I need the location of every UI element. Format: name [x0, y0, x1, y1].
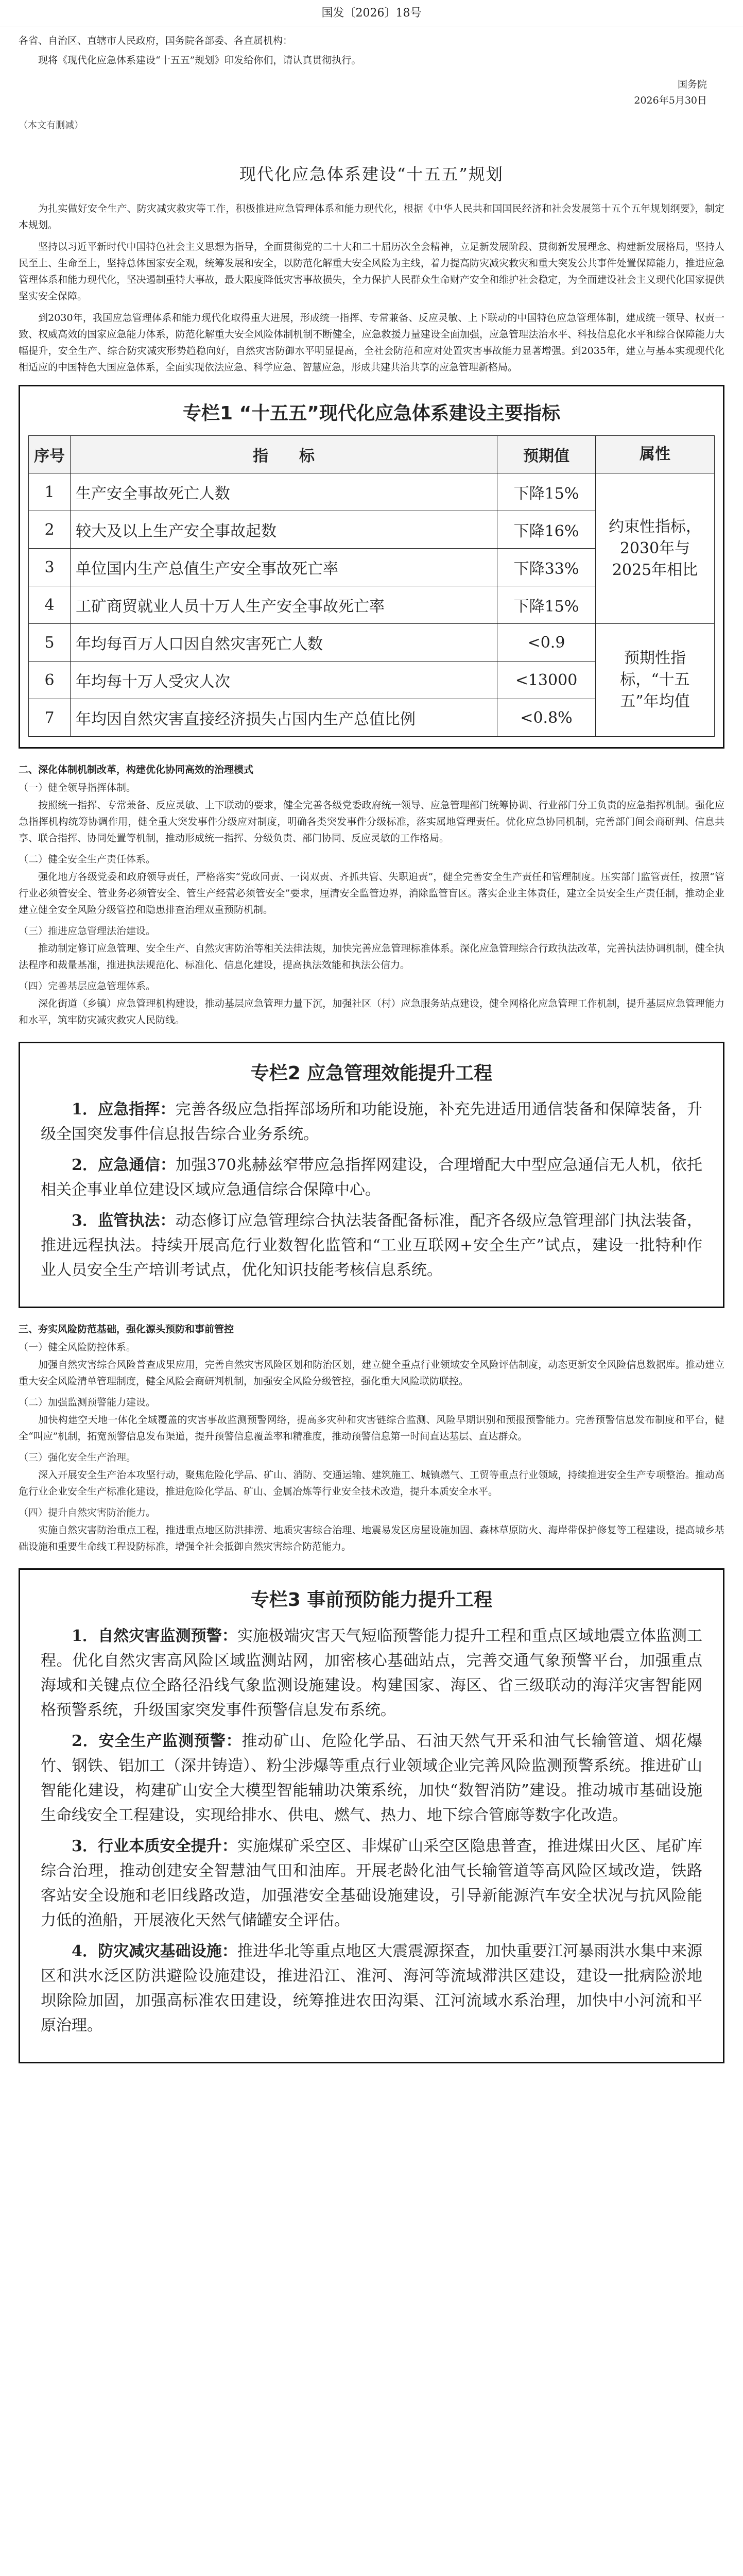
preface-paragraph: 到2030年，我国应急管理体系和能力现代化取得重大进展，形成统一指挥、专常兼备、反应灵敏、上下联动的中国特色应急管理体制，建成统一领导、权责一致、权威高效的国家应急能力体系，防范化解重大安全风险体制机制不断健全，应急救援力量建设全面加强，应急管理法治水平、科技信息化水平和综合保障能力大幅提升，安全生产、综合防灾减灾形势趋稳向好，自然灾害防御水平明显提高，全社会防范和应对处置灾害事故能力显著增强。到2035年，建立与基本实现现代化相适应的中国特色大国应急体系，全面实现依法应急、科学应急、智慧应急，形成共建共治共享的应急管理新格局。 [19, 312, 724, 373]
box-item-lead: 4．防灾减灾基础设施： [72, 1942, 238, 1960]
row-target: 下降33% [497, 549, 596, 586]
preface-paragraph: 坚持以习近平新时代中国特色社会主义思想为指导，全面贯彻党的二十大和二十届历次全会精神，立足新发展阶段、贯彻新发展理念、构建新发展格局，坚持人民至上、生命至上，坚持总体国家安全观，统筹发展和安全，以防范化解重大安全风险为主线，着力提高防灾减灾救灾和重大突发公共事件处置保障能力，推进应急管理体系和能力现代化，坚决遏制重特大事故，最大限度降低灾害事故损失，全力保护人民群众生命财产安全和维护社会稳定，为全面建设社会主义现代化国家提供坚实安全保障。 [19, 241, 724, 302]
body-paragraph: 强化地方各级党委和政府领导责任，严格落实“党政同责、一岗双责、齐抓共管、失职追责”，健全完善安全生产责任和管理制度。压实部门监管责任，按照“管行业必须管安全、管业务必须管安全、管生产经营必须管安全”要求，厘清安全监管边界，消除监管盲区。落实企业主体责任，建立全员安全生产责任制，推动企业建立健全安全风险分级管控和隐患排查治理双重预防机制。 [19, 871, 724, 916]
row-target: 下降15% [497, 586, 596, 624]
recipients: 各省、自治区、直辖市人民政府，国务院各部委、各直属机构： [19, 35, 293, 46]
box-item-text: 动态修订应急管理综合执法装备配备标准，配齐各级应急管理部门执法装备，推进远程执法。持续开展高危行业数智化监管和“工业互联网+安全生产”试点，建设一批特种作业人员安全生产培训考试点，优化知识技能考核信息系统。 [41, 1212, 703, 1279]
box-item-text: 加强370兆赫兹窄带应急指挥网建设，合理增配大中型应急通信无人机，依托相关企事业单位建设区域应急通信综合保障中心。 [41, 1156, 702, 1199]
preface-section [0, 200, 743, 376]
box-item [41, 1729, 702, 1828]
forward-notice: 现将《现代化应急体系建设“十五五”规划》印发给你们，请认真贯彻执行。 [38, 55, 361, 66]
header-no: 序号 [29, 436, 71, 473]
row-indicator: 较大及以上生产安全事故起数 [71, 511, 497, 549]
table-header-row [29, 436, 715, 473]
box-item-text: 完善各级应急指挥部场所和功能设施，补充先进适用通信装备和保障装备，升级全国突发事件信息报告综合业务系统。 [41, 1100, 703, 1143]
row-indicator: 年均每百万人口因自然灾害死亡人数 [71, 624, 497, 662]
section-risk-prevention [0, 1321, 743, 1555]
row-attribute-expected: 预期性指标，“十五五”年均值 [596, 624, 715, 737]
row-no: 3 [29, 549, 71, 586]
body-paragraph: 深入开展安全生产治本攻坚行动，聚焦危险化学品、矿山、消防、交通运输、建筑施工、城镇燃气、工贸等重点行业领域，持续推进安全生产专项整治。推动高危行业企业安全生产标准化建设，推进危险化学品、矿山、金属冶炼等行业安全技术改造，提升本质安全水平。 [19, 1469, 724, 1497]
body-paragraph: 按照统一指挥、专常兼备、反应灵敏、上下联动的要求，健全完善各级党委政府统一领导、应急管理部门统筹协调、行业部门分工负责的应急指挥机制。强化应急指挥机构统筹协调作用，健全重大突发事件分级应对制度，明确各类突发事件分级标准，落实属地管理责任。优化应急协同机制，完善部门间会商研判、信息共享、联合指挥、协同处置等机制，推动形成统一指挥、分级负责、部门协同、反应灵敏的工作格局。 [19, 800, 724, 844]
box-item-lead: 3．行业本质安全提升： [72, 1837, 238, 1855]
row-indicator: 年均每十万人受灾人次 [71, 662, 497, 699]
column-box-prevention [19, 1568, 724, 2063]
header-attribute: 属性 [596, 436, 715, 473]
row-target: 下降16% [497, 511, 596, 549]
row-no: 1 [29, 473, 71, 511]
header-target: 预期值 [497, 436, 596, 473]
table-row [29, 473, 715, 511]
table-row [29, 624, 715, 662]
row-no: 4 [29, 586, 71, 624]
box-item [41, 1939, 702, 2038]
header-indicator: 指 标 [71, 436, 497, 473]
row-no: 2 [29, 511, 71, 549]
body-paragraph: 实施自然灾害防治重点工程，推进重点地区防洪排涝、地质灾害综合治理、地震易发区房屋设施加固、森林草原防火、海岸带保护修复等工程建设，提高城乡基础设施和重要生命线工程设防标准，增强全社会抵御自然灾害综合防范能力。 [19, 1524, 724, 1552]
box-item-text: 推进华北等重点地区大震震源探查，加快重要江河暴雨洪水集中来源区和洪水泛区防洪避险设施建设，推进沿江、淮河、海河等流域滞洪区建设，建设一批病险淤地坝除险加固，加强高标准农田建设，统筹推进农田沟渠、江河流域水系治理，加快中小河流和平原治理。 [41, 1942, 703, 2035]
subsection-heading: （一）健全风险防控体系。 [19, 1342, 136, 1353]
box-title: 专栏1 “十五五”现代化应急体系建设主要指标 [183, 403, 560, 424]
row-target: <13000 [497, 662, 596, 699]
row-indicator: 单位国内生产总值生产安全事故死亡率 [71, 549, 497, 586]
row-indicator: 生产安全事故死亡人数 [71, 473, 497, 511]
body-paragraph: 加强自然灾害综合风险普查成果应用，完善自然灾害风险区划和防治区划，建立健全重点行业领域安全风险评估制度，动态更新安全风险信息数据库。推动建立重大安全风险清单管理制度，健全风险会商研判机制，加强安全风险分级管控，强化重大风险联防联控。 [19, 1359, 724, 1387]
subsection-heading: （一）健全领导指挥体制。 [19, 782, 136, 793]
box-item-text: 推动矿山、危险化学品、石油天然气开采和油气长输管道、烟花爆竹、钢铁、铝加工（深井铸造）、粉尘涉爆等重点行业领域企业完善风险监测预警系统。推进矿山智能化建设，构建矿山安全大模型智能辅助决策系统，加快“数智消防”建设。推动城市基础设施生命线安全工程建设，实现给排水、供电、燃气、热力、地下综合管廊等数字化改造。 [41, 1732, 702, 1824]
subsection-heading: （四）提升自然灾害防治能力。 [19, 1507, 156, 1518]
box-item-text: 实施极端灾害天气短临预警能力提升工程和重点区域地震立体监测工程。优化自然灾害高风险区域监测站网，加密核心基础站点，完善交通气象预警平台，加强重点海域和关键点位全路径沿线气象监测设施建设。构建国家、海区、省三级联动的海洋灾害智能网格预警系统，升级国家突发事件预警信息发布系统。 [41, 1627, 703, 1719]
box-item-lead: 1．应急指挥： [72, 1100, 176, 1118]
box-item-text: 实施煤矿采空区、非煤矿山采空区隐患普查，推进煤田火区、尾矿库综合治理，推动创建安全智慧油气田和油库。开展老龄化油气长输管道等高风险区域改造，铁路客站安全设施和老旧线路改造，加强港安全基础设施建设，引导新能源汽车安全状况与抗风险能力低的渔船，开展液化天然气储罐安全评估。 [41, 1837, 703, 1929]
row-indicator: 年均因自然灾害直接经济损失占国内生产总值比例 [71, 699, 497, 737]
preface-paragraph: 为扎实做好安全生产、防灾减灾救灾等工作，积极推进应急管理体系和能力现代化，根据《中华人民共和国国民经济和社会发展第十五个五年规划纲要》，制定本规划。 [19, 203, 724, 231]
abridged-note: （本文有删减） [19, 120, 83, 131]
row-target: <0.9 [497, 624, 596, 662]
subsection-heading: （三）强化安全生产治理。 [19, 1452, 136, 1463]
row-no: 5 [29, 624, 71, 662]
box-item [41, 1209, 702, 1283]
row-no: 6 [29, 662, 71, 699]
issue-date: 2026年5月30日 [634, 95, 707, 106]
document-header [0, 32, 743, 69]
subsection-heading: （三）推进应急管理法治建设。 [19, 925, 156, 937]
row-target: <0.8% [497, 699, 596, 737]
section-heading: 二、深化体制机制改革，构建优化协同高效的治理模式 [19, 764, 254, 775]
box-item-lead: 3．监管执法： [72, 1212, 176, 1230]
box-item [41, 1834, 702, 1933]
section-institutional-reform [0, 762, 743, 1028]
row-no: 7 [29, 699, 71, 737]
row-attribute-binding: 约束性指标，2030年与2025年相比 [596, 473, 715, 624]
indicator-table [28, 435, 715, 737]
column-box-indicators [19, 385, 724, 749]
box-item-lead: 2．应急通信： [72, 1156, 176, 1174]
document-title: 现代化应急体系建设“十五五”规划 [239, 164, 504, 184]
subsection-heading: （二）加强监测预警能力建设。 [19, 1397, 156, 1408]
body-paragraph: 加快构建空天地一体化全域覆盖的灾害事故监测预警网络，提高多灾种和灾害链综合监测、风险早期识别和预报预警能力。完善预警信息发布制度和平台，健全“叫应”机制，拓宽预警信息发布渠道，提升预警信息覆盖率和精准度，推动预警信息第一时间直达基层、直达群众。 [19, 1414, 724, 1442]
row-indicator: 工矿商贸就业人员十万人生产安全事故死亡率 [71, 586, 497, 624]
box-item [41, 1624, 702, 1723]
box-item [41, 1153, 702, 1202]
box-item-lead: 2．安全生产监测预警： [72, 1732, 242, 1750]
box-item-lead: 1．自然灾害监测预警： [72, 1627, 238, 1645]
body-paragraph: 推动制定修订应急管理、安全生产、自然灾害防治等相关法律法规，加快完善应急管理标准体系。深化应急管理综合行政执法改革，完善执法协调机制，健全执法程序和裁量基准，推进执法规范化、标准化、信息化建设，提高执法效能和执法公信力。 [19, 943, 724, 971]
subsection-heading: （二）健全安全生产责任体系。 [19, 854, 156, 865]
subsection-heading: （四）完善基层应急管理体系。 [19, 980, 156, 992]
body-paragraph: 深化街道（乡镇）应急管理机构建设，推动基层应急管理力量下沉，加强社区（村）应急服务站点建设，健全网格化应急管理工作机制，提升基层应急管理能力和水平，筑牢防灾减灾救灾人民防线。 [19, 998, 724, 1026]
section-heading: 三、夯实风险防范基础，强化源头预防和事前管控 [19, 1324, 234, 1335]
issuing-organization: 国务院 [677, 79, 707, 90]
document-number: 国发〔2026〕18号 [0, 0, 743, 26]
box-item [41, 1097, 702, 1147]
column-box-efficiency [19, 1042, 724, 1308]
row-target: 下降15% [497, 473, 596, 511]
box-title: 专栏3 事前预防能力提升工程 [250, 1589, 493, 1611]
box-title: 专栏2 应急管理效能提升工程 [250, 1063, 493, 1084]
